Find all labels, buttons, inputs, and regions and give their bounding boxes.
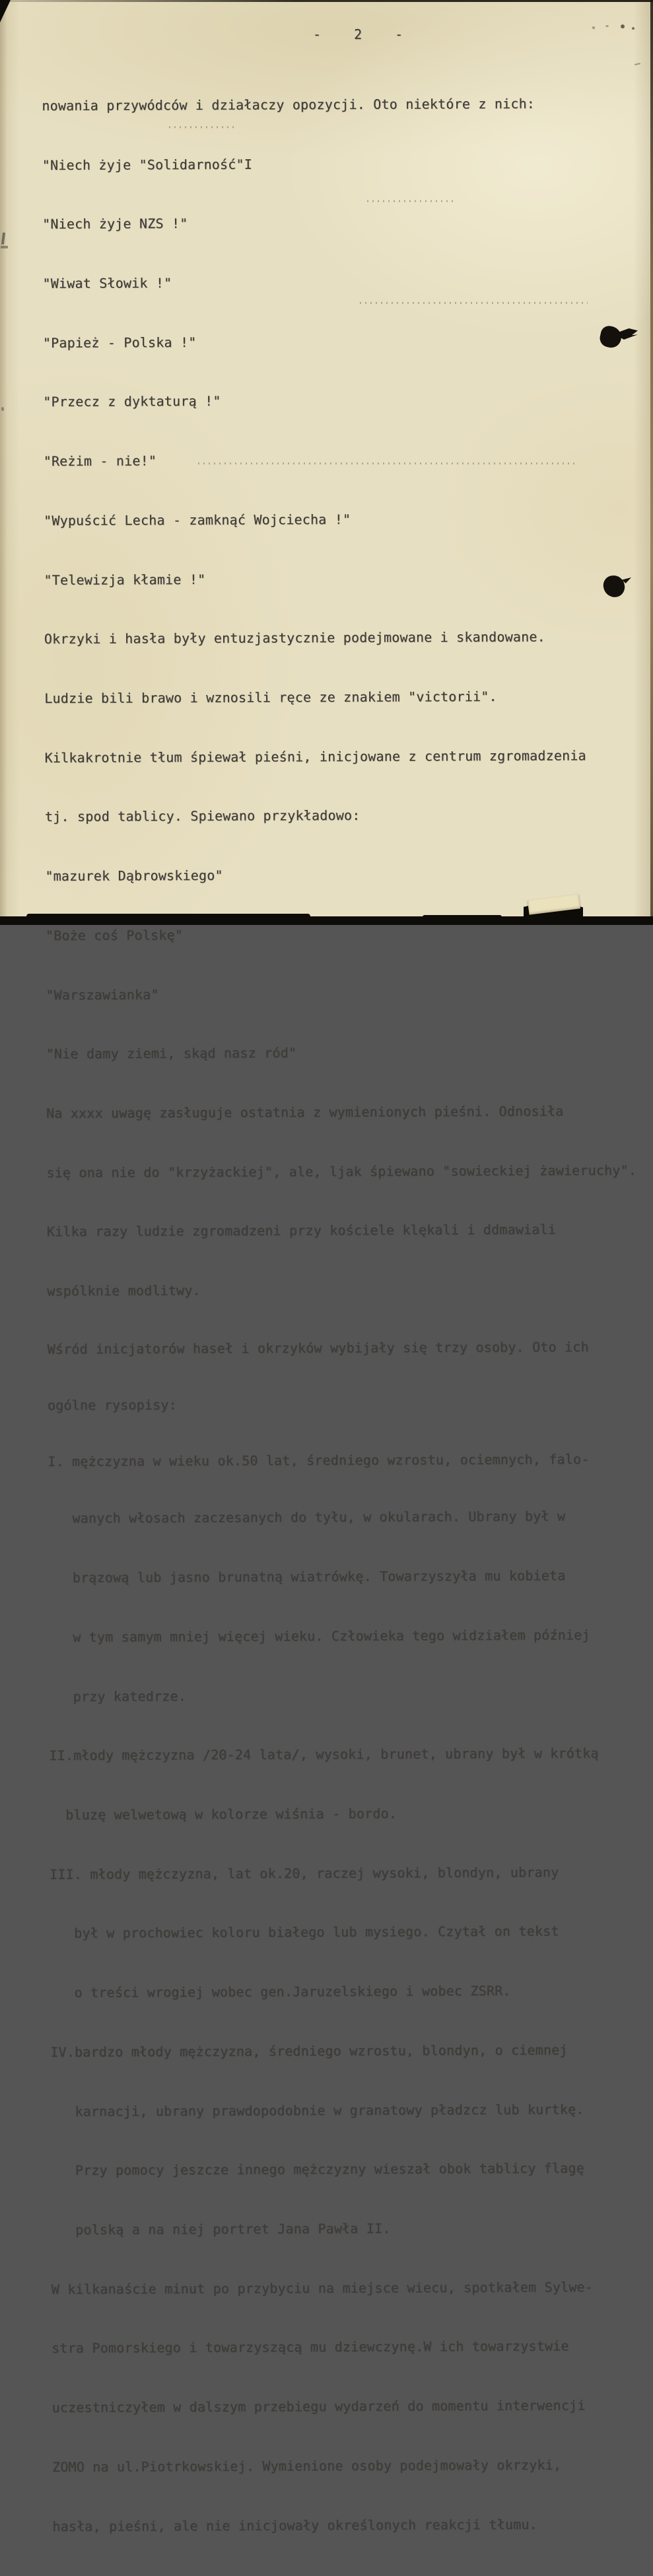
typed-line: "Nie damy ziemi, skąd nasz ród" <box>46 1045 297 1062</box>
typed-line: "Wiwat Słowik !" <box>42 275 172 291</box>
typed-line: stra Pomorskiego i towarzyszącą mu dziewczynę.W ich towarzystwie <box>52 2337 569 2357</box>
margin-smudge <box>1 246 8 248</box>
scan-top-edge <box>0 0 653 2</box>
typed-line: IV.bardzo młody mężczyzna, średniego wzrostu, blondyn, o ciemnej <box>50 2042 568 2060</box>
faint-dotted-trail <box>360 302 588 304</box>
paper-speck <box>592 26 595 29</box>
typed-line: w tym samym mniej więcej wieku. Człowieka tego widziałem później <box>48 1627 590 1645</box>
typed-line: Ludzie bili brawo i wznosili ręce ze znakiem "victorii". <box>44 688 497 706</box>
typed-line: Przy pomocy jeszcze innego mężczyzny wieszał obok tablicy flagę <box>50 2160 584 2179</box>
typed-line: I. mężczyzna w wieku ok.50 lat, średniego wzrostu, ociemnych, falo- <box>48 1450 590 1469</box>
page-number: - 2 - <box>313 26 416 42</box>
typed-line: polską a na niej portret Jana Pawła II. <box>51 2220 391 2238</box>
typed-line: "Niech żyje "Solidarność"I <box>42 156 253 173</box>
typed-line: karnacji, ubrany prawdopodobnie w granatowy pładzcz lub kurtkę. <box>50 2100 584 2119</box>
faint-dotted-trail <box>367 200 456 202</box>
paper-right-edge <box>650 0 653 925</box>
typed-line: nowania przywódców i działaczy opozycji. Oto niektóre z nich: <box>42 95 535 114</box>
scan-bottom-band <box>26 914 310 918</box>
typed-line: ZOMO na ul.Piotrkowskiej. Wymienione osoby podejmowały okrzyki, <box>52 2456 562 2475</box>
typed-line: W kilkanaście minut po przybyciu na miejsce wiecu, spotkałem Sylwe- <box>51 2279 593 2297</box>
typed-text-block <box>42 54 642 2576</box>
typed-line: Kilka razy ludzie zgromadzeni przy kościele klękali i ddmawiali <box>46 1222 556 1240</box>
typed-line: hasła, pieśni, ale nie inicjowały określonych reakcji tłumu. <box>52 2516 537 2534</box>
typed-line: "Warszawianka" <box>46 986 159 1003</box>
typed-line: przy katedrze. <box>48 1687 186 1705</box>
typed-line: "Boże coś Polskę" <box>45 926 183 943</box>
typed-line: "Papież - Polska !" <box>42 334 197 351</box>
paper-speck <box>621 24 625 28</box>
typed-line: o treści wrogiej wobec gen.Jaruzelskiego i wobec ZSRR. <box>50 1983 511 2001</box>
typed-line: tj. spod tablicy. Spiewano przykładowo: <box>44 807 361 825</box>
paper-speck <box>605 25 609 27</box>
typed-line: brązową lub jasno brunatną wiatrówkę. Towarzyszyła mu kobieta <box>48 1567 566 1586</box>
typed-line: ogólne rysopisy: <box>47 1396 177 1413</box>
faint-dotted-trail <box>169 126 235 128</box>
typed-line: wspólknie modlitwy. <box>47 1282 201 1300</box>
typed-line: Okrzyki i hasła były entuzjastycznie podejmowane i skandowane. <box>44 628 545 647</box>
paper-left-edge-shadow <box>0 0 7 925</box>
typed-line: II.młody mężczyzna /20-24 lata/, wysoki, brunet, ubrany był w krótką <box>49 1745 599 1764</box>
paper-speck <box>635 63 640 65</box>
typed-line: bluzę welwetową w kolorze wiśnia - bordo. <box>49 1805 397 1823</box>
typed-line: Wśród inicjatorów haseł i okrzyków wybijały się trzy osoby. Oto ich <box>47 1339 589 1357</box>
typed-line: "Wypuścić Lecha - zamknąć Wojciecha !" <box>44 511 351 529</box>
typed-line: "Niech żyje NZS !" <box>42 215 188 233</box>
typed-line: uczestniczyłem w dalszym przebiegu wydarzeń do momentu interwencji <box>52 2397 586 2416</box>
typed-line: Kilkakrotnie tłum śpiewał pieśni, inicjowane z centrum zgromadzenia <box>44 747 586 766</box>
typed-line: był w prochowiec koloru białego lub mysiego. Czytał on tekst <box>50 1923 559 1942</box>
typed-line: się ona nie do "krzyżackiej", ale, ljak śpiewano "sowieckiej żawieruchy". <box>46 1161 637 1181</box>
paper-speck <box>1 407 4 411</box>
faint-dotted-trail <box>198 462 578 464</box>
scan-bottom-band <box>423 915 502 918</box>
typed-line: Na xxxx uwagę zasługuje ostatnia z wymienionych pieśni. Odnosiła <box>46 1103 564 1122</box>
typed-line: III. młody mężczyzna, lat ok.20, raczej wysoki, blondyn, ubrany <box>49 1864 559 1882</box>
typed-line: "Przecz z dyktaturą !" <box>43 393 221 410</box>
typed-line: "Telewizja kłamie !" <box>44 571 206 588</box>
typed-line: "Reżim - nie!" <box>43 453 157 470</box>
typed-line: wanych włosach zaczesanych do tyłu, w okularach. Ubrany był w <box>48 1508 566 1527</box>
paper-speck <box>632 27 635 30</box>
typed-line: "mazurek Dąbrowskiego" <box>45 867 223 885</box>
